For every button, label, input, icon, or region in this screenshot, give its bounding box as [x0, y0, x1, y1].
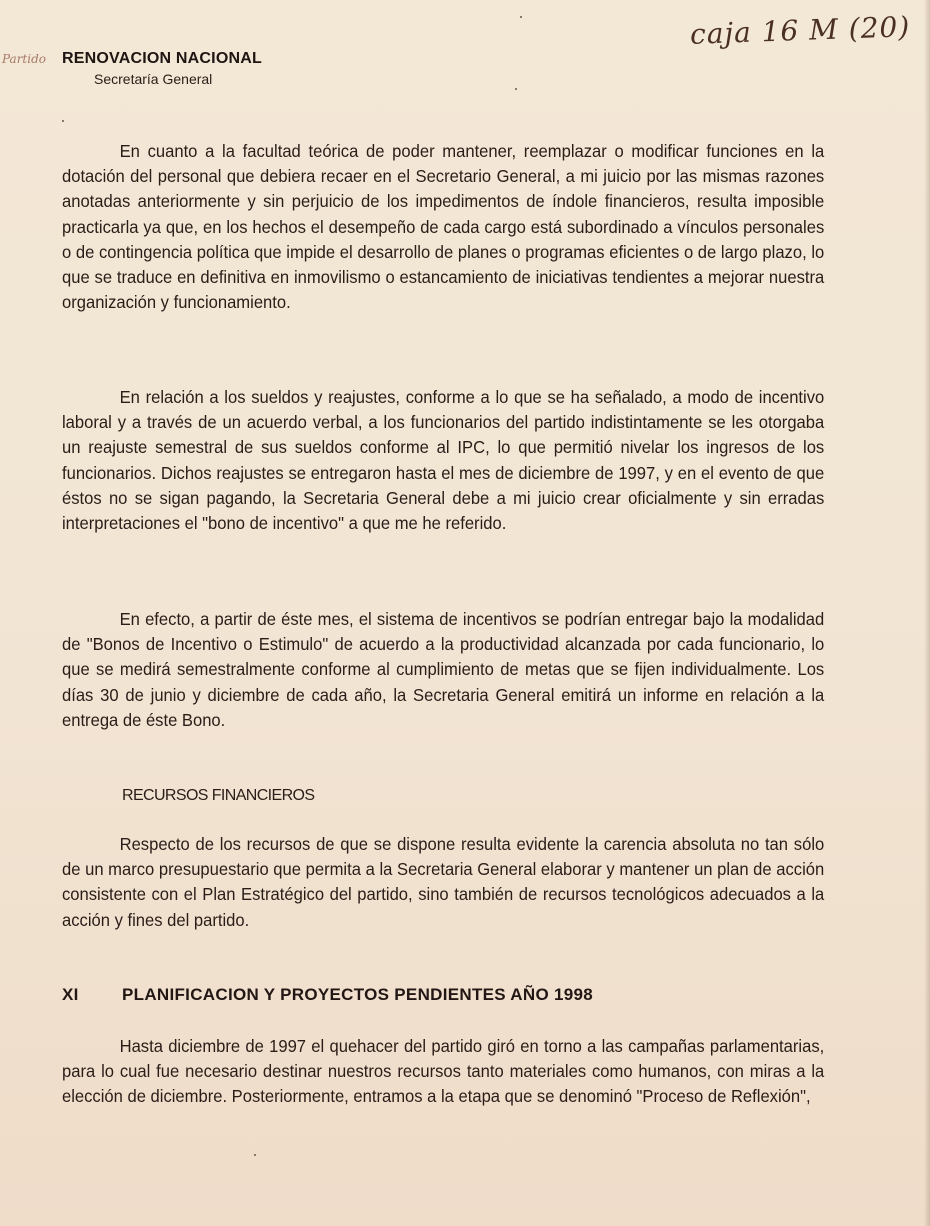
handwritten-margin-note: Partido: [2, 52, 46, 66]
section-title: PLANIFICACION Y PROYECTOS PENDIENTES AÑO 1998: [122, 985, 594, 1004]
paper-speck: [520, 16, 522, 18]
organization-name: RENOVACION NACIONAL: [62, 50, 262, 67]
paper-speck: [254, 1154, 256, 1156]
subheading-financial-resources: RECURSOS FINANCIEROS: [122, 787, 315, 804]
paragraph-planning: [62, 1034, 824, 1110]
paragraph-text: En cuanto a la facultad teórica de poder mantener, reemplazar o modificar funciones en la dotación del personal que debiera recaer en el Secretario General, a mi juicio por las mismas razones anotadas anteriormente y sin perjuicio de los impedimentos de índole financieros, resulta imposible practicarla ya que, en los hechos el desempeño de cada cargo está subordinado a vínculos personales o de contingencia política que impide el desarrollo de planes o programas eficientes o de largo plazo, lo que se traduce en definitiva en inmovilismo o estancamiento de iniciativas tendientes a mejorar nuestra organización y funcionamiento.: [62, 141, 825, 313]
paragraph-text: Respecto de los recursos de que se dispone resulta evidente la carencia absoluta no tan sólo de un marco presupuestario que permita a la Secretaria General elaborar y mantener un plan de acción consistente con el Plan Estratégico del partido, sino también de recursos tecnológicos adecuados a la acción y fines del partido.: [62, 834, 825, 930]
department-name: Secretaría General: [94, 71, 213, 87]
paragraph-text: En efecto, a partir de éste mes, el sistema de incentivos se podrían entregar bajo la modalidad de "Bonos de Incentivo o Estimulo" de acuerdo a la productividad alcanzada por cada funcionario, lo que se medirá semestralmente conforme al cumplimiento de metas que se fijen individualmente. Los días 30 de junio y diciembre de cada año, la Secretaria General emitirá un informe en relación a la entrega de éste Bono.: [62, 609, 825, 730]
paragraph-text: En relación a los sueldos y reajustes, conforme a lo que se ha señalado, a modo de incentivo laboral y a través de un acuerdo verbal, a los funcionarios del partido indistintamente se les otorgaba un reajuste semestral de sus sueldos conforme al IPC, lo que permitió nivelar los ingresos de los funcionarios. Dichos reajustes se entregaron hasta el mes de diciembre de 1997, y en el evento de que éstos no se sigan pagando, la Secretaria General debe a mi juicio crear oficialmente y sin erradas interpretaciones el "bono de incentivo" a que me he referido.: [62, 387, 825, 534]
paper-speck: [62, 120, 64, 122]
paragraph-salaries: [62, 385, 824, 536]
paragraph-personnel-functions: [62, 139, 824, 315]
paragraph-incentive-bonus: [62, 607, 824, 733]
section-number: XI: [62, 985, 79, 1004]
page-edge-shadow: [924, 0, 930, 1226]
paper-speck: [515, 88, 517, 90]
paragraph-text: Hasta diciembre de 1997 el quehacer del partido giró en torno a las campañas parlamentarias, para lo cual fue necesario destinar nuestros recursos tanto materiales como humanos, con miras a la elección de diciembre. Posteriormente, entramos a la etapa que se denominó "Proceso de Reflexión",: [62, 1036, 825, 1107]
section-heading: [62, 985, 593, 1005]
letterhead: [62, 50, 262, 87]
paragraph-financial-resources: [62, 832, 824, 933]
handwritten-archive-reference: caja 16 M (20): [689, 10, 911, 51]
